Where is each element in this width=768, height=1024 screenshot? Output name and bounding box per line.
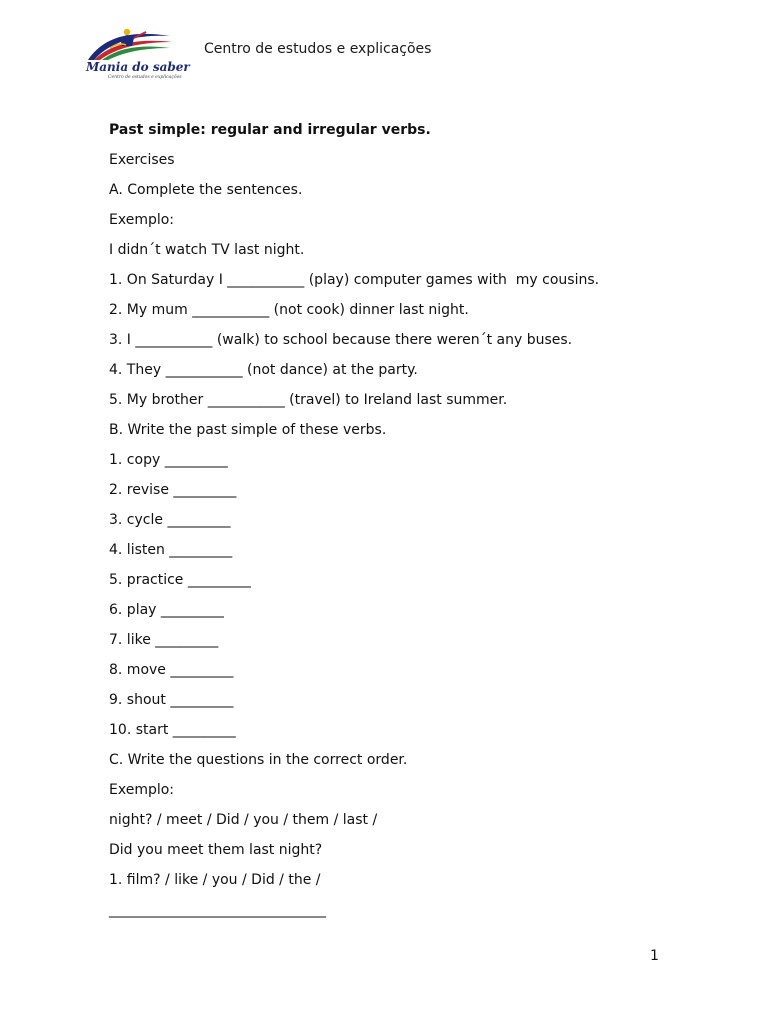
exercise-line: 3. cycle _________: [109, 512, 231, 528]
section-b-heading: B. Write the past simple of these verbs.: [109, 422, 387, 438]
exercise-line: 6. play _________: [109, 602, 224, 618]
logo-text: Mania do saber: [86, 60, 190, 74]
exercise-line: 7. like _________: [109, 632, 219, 648]
center-name: Centro de estudos e explicações: [204, 41, 432, 57]
worksheet-body: [109, 115, 709, 925]
exercise-line: 5. practice _________: [109, 572, 251, 588]
exercise-line: 10. start _________: [109, 722, 236, 738]
text-line: I didn´t watch TV last night.: [109, 242, 305, 258]
exercise-line: 8. move _________: [109, 662, 234, 678]
page-number: 1: [650, 948, 659, 964]
section-a-heading: A. Complete the sentences.: [109, 182, 303, 198]
text-line: Exercises: [109, 152, 175, 168]
exercise-line: 1. On Saturday I ___________ (play) computer games with my cousins.: [109, 272, 600, 288]
exercise-line: 3. I ___________ (walk) to school because there weren´t any buses.: [109, 332, 573, 348]
text-line: Exemplo:: [109, 212, 175, 228]
worksheet-title: Past simple: regular and irregular verbs.: [109, 122, 431, 138]
exercise-line: 4. listen _________: [109, 542, 233, 558]
logo-graphic: [80, 26, 174, 62]
exercise-line: 1. copy _________: [109, 452, 228, 468]
exercise-line: 2. My mum ___________ (not cook) dinner last night.: [109, 302, 469, 318]
section-c-heading: C. Write the questions in the correct order.: [109, 752, 408, 768]
exercise-line: 9. shout _________: [109, 692, 234, 708]
text-line: Exemplo:: [109, 782, 175, 798]
exercise-line: 2. revise _________: [109, 482, 237, 498]
logo: [80, 26, 190, 84]
exercise-line: 4. They ___________ (not dance) at the party.: [109, 362, 418, 378]
answer-blank: _______________________________: [109, 902, 326, 918]
text-line: night? / meet / Did / you / them / last /: [109, 812, 378, 828]
logo-subtitle: Centro de estudos e explicações: [108, 75, 182, 80]
text-line: Did you meet them last night?: [109, 842, 323, 858]
exercise-line: 1. film? / like / you / Did / the /: [109, 872, 321, 888]
exercise-line: 5. My brother ___________ (travel) to Ireland last summer.: [109, 392, 508, 408]
